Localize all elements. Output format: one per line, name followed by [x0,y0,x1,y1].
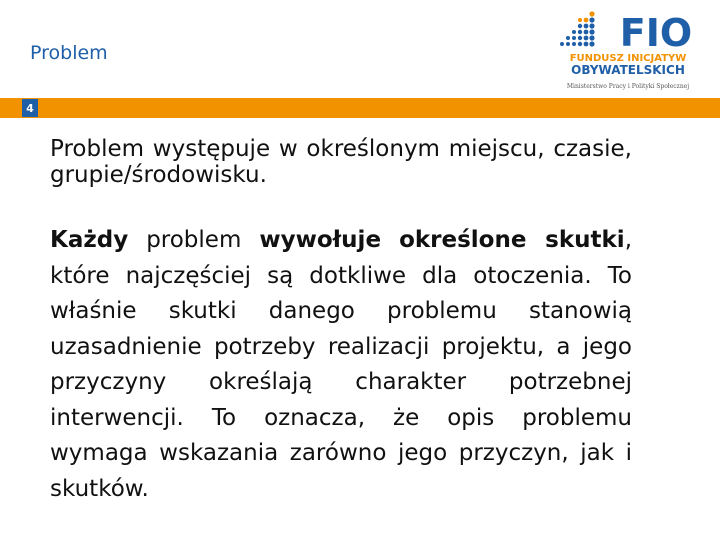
logo-word: FIO [619,11,693,55]
page-number: 4 [22,99,38,117]
header-divider-bar [0,98,720,118]
paragraph-1: Problem występuje w określonym miejscu, czasie, grupie/środowisku. [50,136,632,188]
body-text: problem [128,227,260,253]
body-text [381,227,399,253]
slide-title: Problem [30,42,108,64]
bold-text: Każdy [50,227,129,253]
logo-dots-icon [560,17,595,46]
logo-line1: FUNDUSZ INICJATYW [569,53,687,64]
slide-body [50,136,632,507]
bold-text: określone skutki [399,227,625,253]
fio-logo [556,8,700,96]
logo-line2: OBYWATELSKICH [571,63,685,77]
logo-line3: Ministerstwo Pracy i Polityki Społecznej [566,83,690,90]
paragraph-2 [50,223,632,507]
body-text: , które najczęściej są dotkliwe dla otoczenia. To właśnie skutki danego problemu stanowią uzasadnienie potrzeby realizacji projektu, a jego przyczyny określają charakter potrzebnej interwencji. To oznacza, że opis problemu wymaga wskazania zarówno jego przyczyn, jak i skutków. [50,227,632,502]
bold-text: wywołuje [259,227,382,253]
